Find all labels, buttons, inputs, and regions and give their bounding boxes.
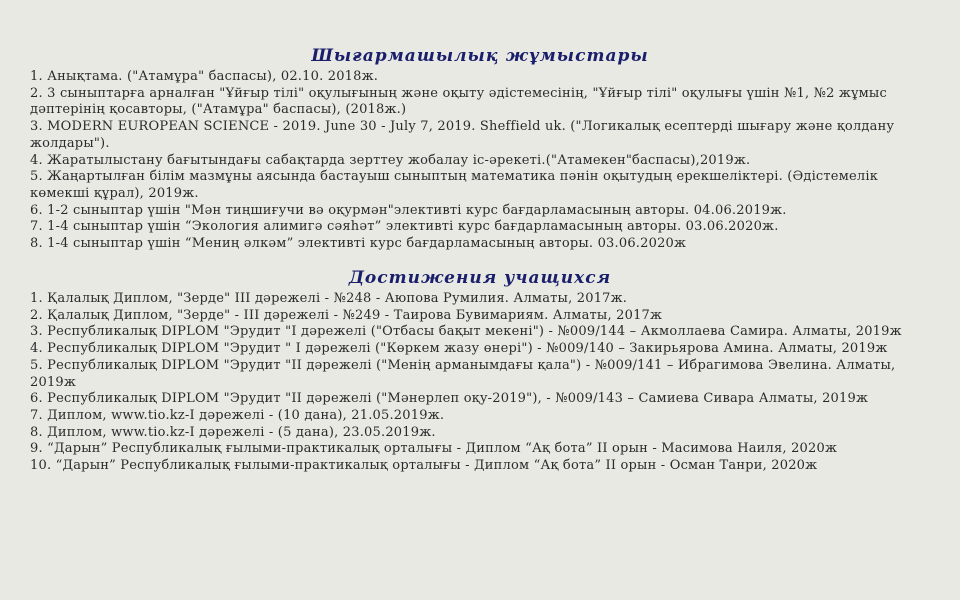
- list-item: 2. 3 сыныптарға арналған "Ұйғыр тілі" оқулығының және оқыту әдістемесінің, "Ұйғыр тілі" оқулығы үшін №1, №2 жұмыс дәптерінің қосавторы, ("Атамұра" баспасы), (2018ж.): [30, 85, 887, 118]
- section-title-achievements: Достижения учащихся: [348, 268, 612, 288]
- list-item: 9. “Дарын” Республикалық ғылыми-практикалық орталығы - Диплом “Ақ бота” ІІ орын - Масимова Наиля, 2020ж: [30, 441, 838, 457]
- list-item: 10. “Дарын” Республикалық ғылыми-практикалық орталығы - Диплом “Ақ бота” ІІ орын - Осман Танри, 2020ж: [30, 458, 818, 474]
- achievements-list: [30, 291, 940, 475]
- list-item: 1. Анықтама. ("Атамұра" баспасы), 02.10. 2018ж.: [30, 69, 379, 84]
- list-item: 4. Республикалық DIPLOM "Эрудит " І дәрежелі ("Көркем жазу өнері") - №009/140 – Закирьярова Амина. Алматы, 2019ж: [30, 341, 888, 357]
- list-item: 2. Қалалық Диплом, "Зерде" - ІІІ дәрежелі - №249 - Таирова Бувимариям. Алматы, 2017ж: [30, 307, 663, 323]
- list-item: 8. Диплом, www.tio.kz-І дәрежелі - (5 дана), 23.05.2019ж.: [30, 424, 436, 440]
- list-item: 6. 1-2 сыныптар үшін "Мән тиңшиғучи вә оқурмән"элективті курс бағдарламасының авторы. 04.06.2019ж.: [30, 202, 787, 218]
- list-item: 4. Жаратылыстану бағытындағы сабақтарда зерттеу жобалау іс-әрекеті.("Атамекен"баспасы),2019ж.: [30, 152, 751, 168]
- list-item: 8. 1-4 сыныптар үшін “Мениң әлкәм” элективті курс бағдарламасының авторы. 03.06.2020ж: [30, 236, 687, 252]
- list-item: 5. Жаңартылған білім мазмұны аясында бастауыш сыныптың математика пәнін оқытудың ерекшеліктері. (Әдістемелік көмекші құрал), 2019ж.: [30, 169, 879, 201]
- list-item: 1. Қалалық Диплом, "Зерде" ІІІ дәрежелі - №248 - Аюпова Румилия. Алматы, 2017ж.: [30, 291, 628, 306]
- list-item: 5. Республикалық DIPLOM "Эрудит "ІІ дәрежелі ("Менің арманымдағы қала") - №009/141 – Ибрагимова Эвелина. Алматы, 2019ж: [30, 357, 896, 390]
- works-list: [30, 69, 940, 253]
- list-item: 3. MODERN EUROPEAN SCIENCE - 2019. June 30 - July 7, 2019. Sheffield uk. ("Логикалық есептерді шығару және қолдану жолдары").: [30, 119, 895, 151]
- list-item: 6. Республикалық DIPLOM "Эрудит "ІІ дәрежелі ("Мәнерлеп оқу-2019"), - №009/143 – Самиева Сивара Алматы, 2019ж: [30, 391, 869, 407]
- list-item: 7. 1-4 сыныптар үшін “Экология алимигә сәяһәт” элективті курс бағдарламасының авторы. 03.06.2020ж.: [30, 219, 779, 235]
- list-item: 3. Республикалық DIPLOM "Эрудит "І дәрежелі ("Отбасы бақыт мекені") - №009/144 – Акмоллаева Самира. Алматы, 2019ж: [30, 324, 902, 340]
- section-title-works: Шығармашылық жұмыстары: [311, 46, 649, 66]
- list-item: 7. Диплом, www.tio.kz-І дәрежелі - (10 дана), 21.05.2019ж.: [30, 407, 445, 423]
